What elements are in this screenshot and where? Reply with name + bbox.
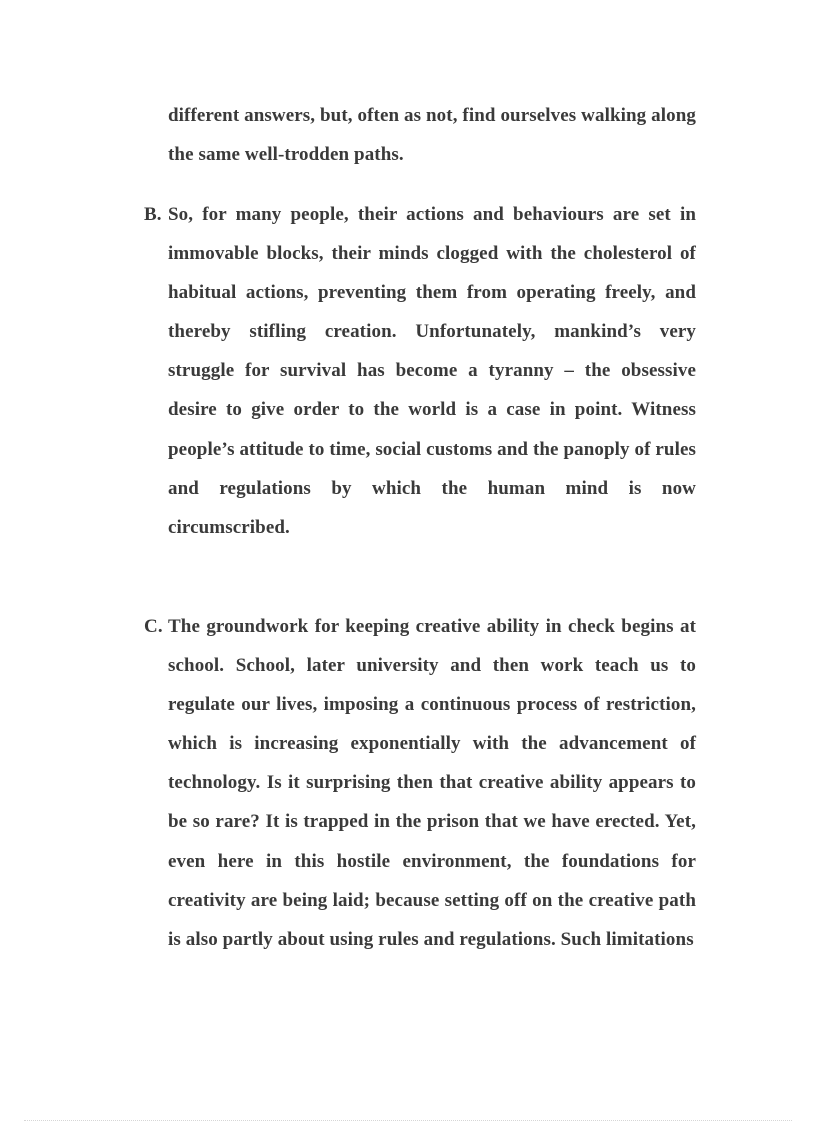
paragraph-text: different answers, but, often as not, find ourselves walking along the same well-trodden paths. [168,105,696,166]
paragraph-text: The groundwork for keeping creative ability in check begins at school. School, later university and then work teach us to regulate our lives, imposing a continuous process of restriction, which is increasing exponentially with the advancement of technology. Is it surprising then that creative ability appears to be so rare? It is trapped in the prison that we have erected. Yet, even here in this hostile environment, the foundations for creativity are being laid; because setting off on the creative path is also partly about using rules and regulations. Such limitations [168,616,696,950]
paragraph-marker: C. [144,616,163,637]
paragraph-marker: B. [144,204,162,225]
paragraph-text: So, for many people, their actions and behaviours are set in immovable blocks, their minds clogged with the cholesterol of habitual actions, preventing them from operating freely, and thereby stifling creation. Unfortunately, mankind’s very struggle for survival has become a tyranny – the obsessive desire to give order to the world is a case in point. Witness people’s attitude to time, social customs and the panoply of rules and regulations by which the human mind is now circumscribed. [168,204,696,538]
paragraph-body [144,607,696,959]
paragraph-b [144,195,696,547]
paragraph-c [144,607,696,959]
paragraph-body [144,195,696,547]
page-bottom-divider [24,1120,792,1121]
paragraph-continuation [144,96,696,174]
